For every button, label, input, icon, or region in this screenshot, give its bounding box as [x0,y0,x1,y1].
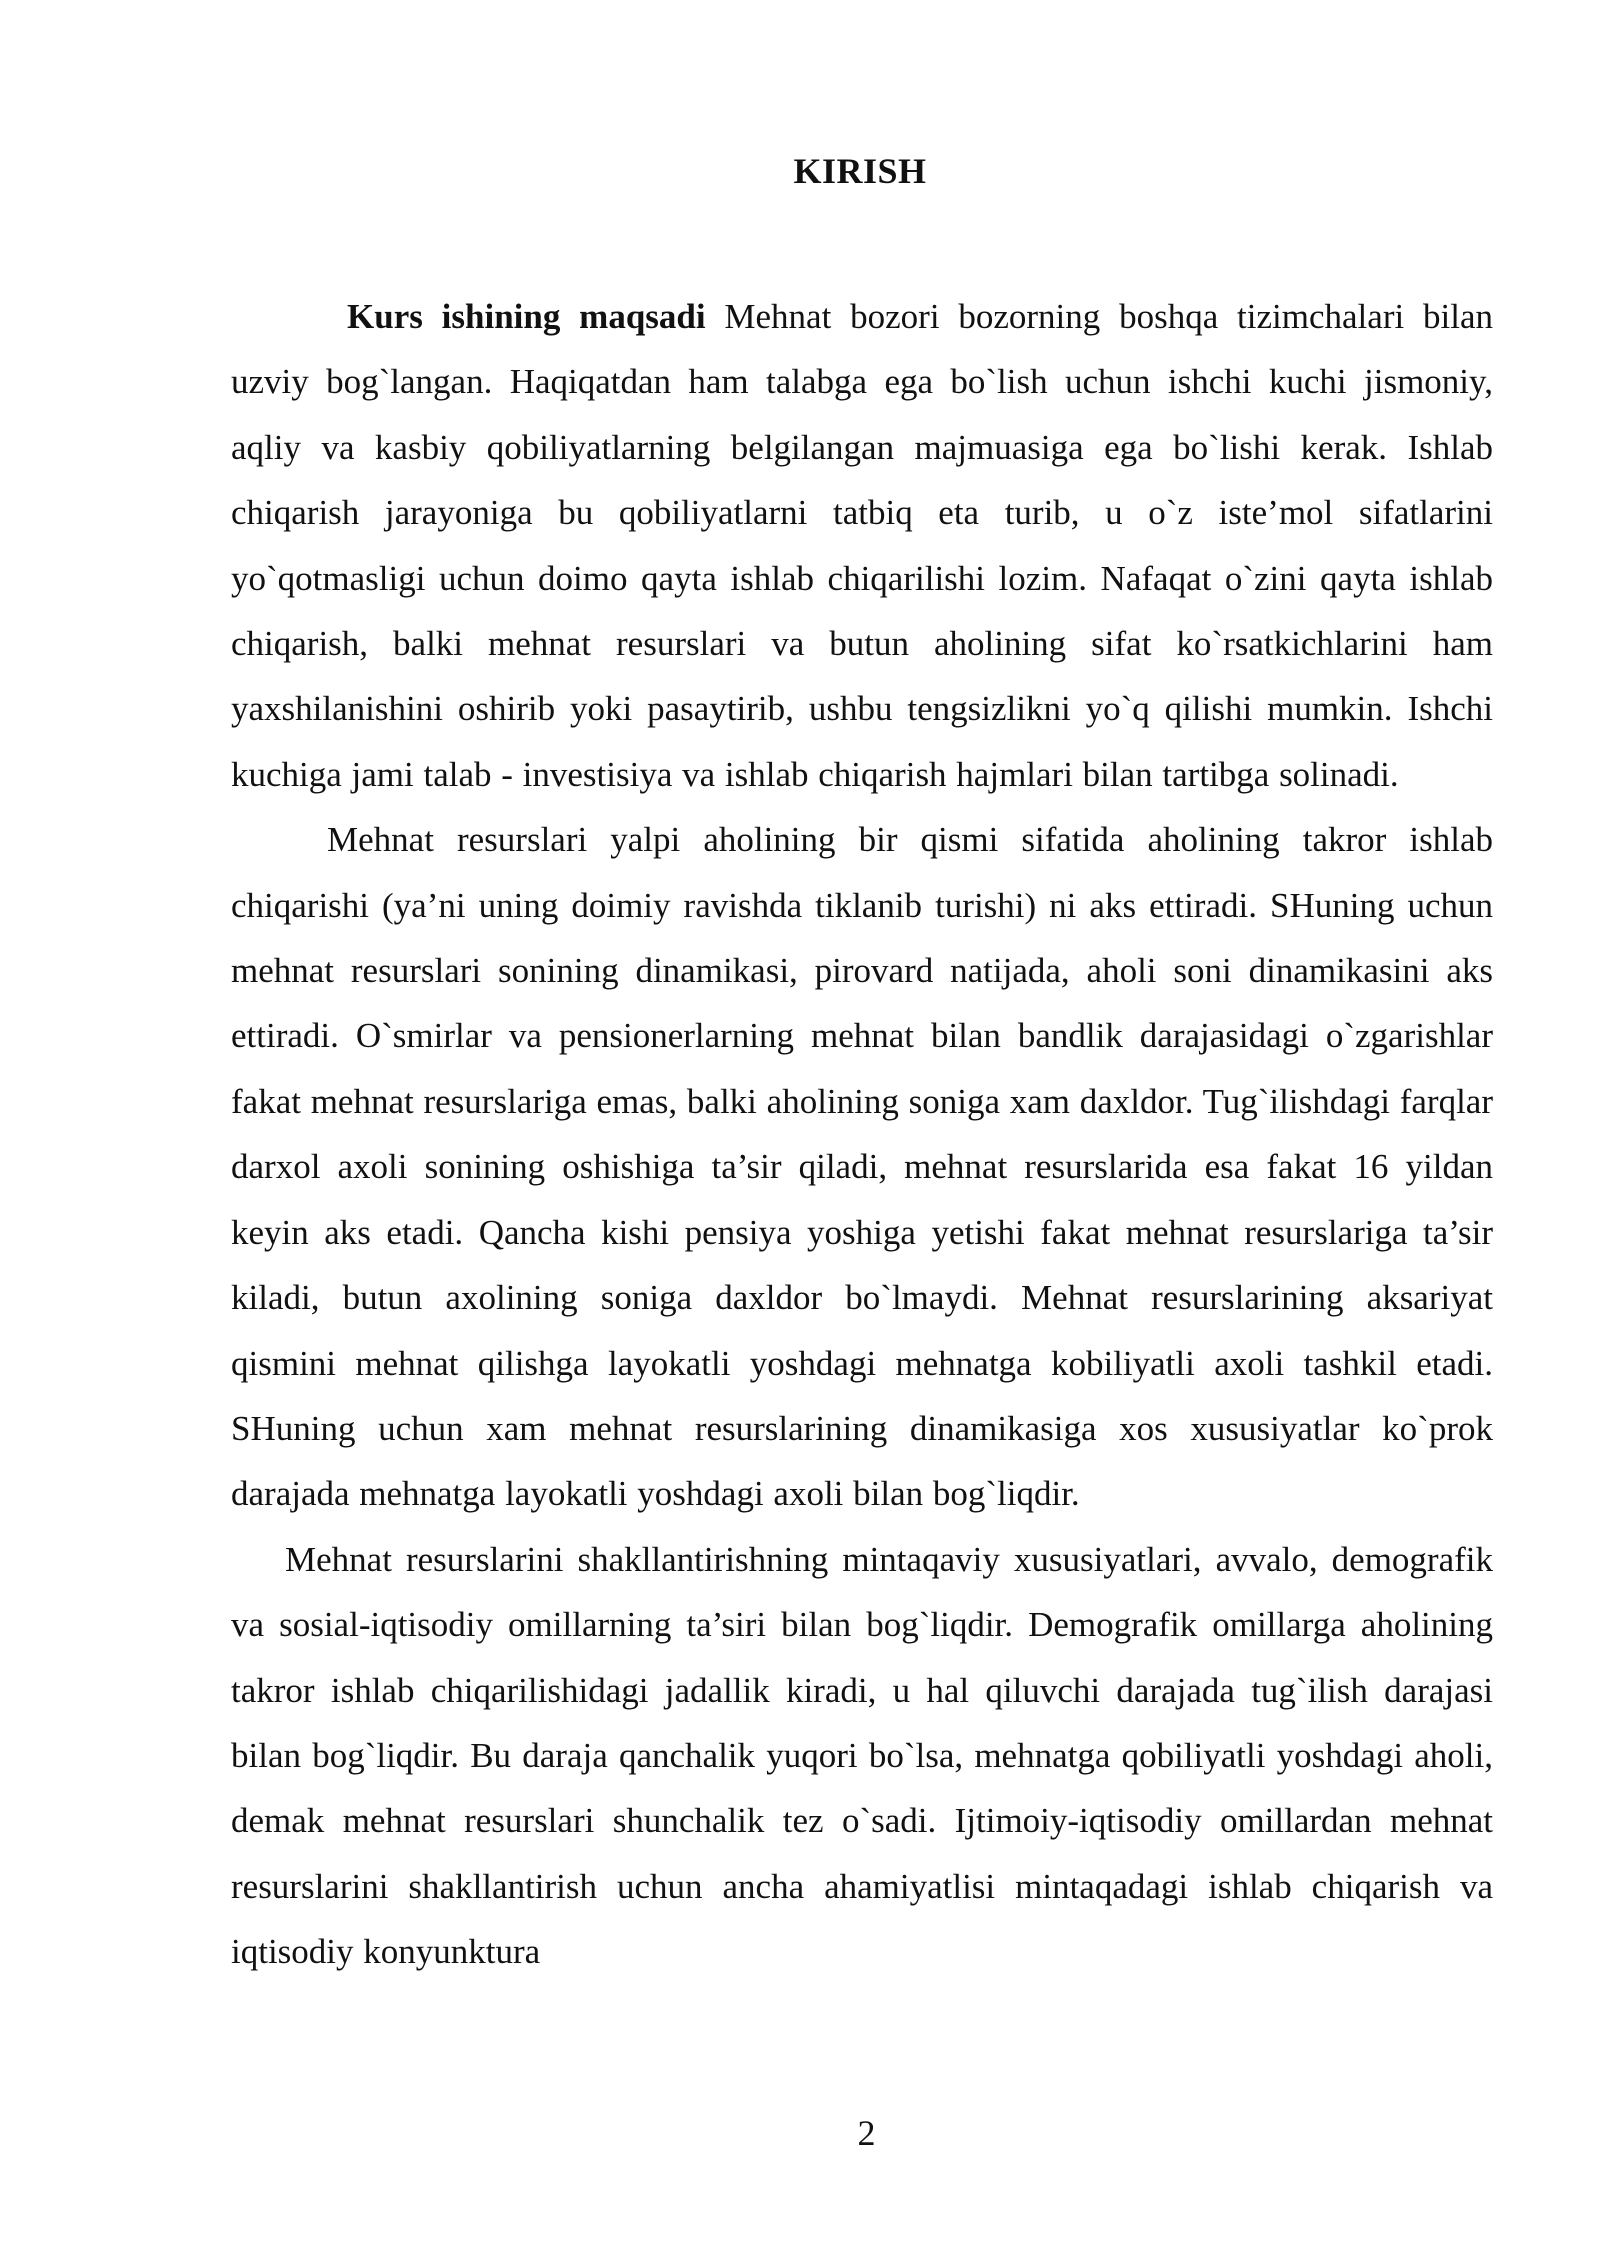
paragraph-lead: Kurs ishining maqsadi [347,297,706,336]
paragraph-text: Mehnat bozori bozorning boshqa tizimchalari bilan uzviy bog`langan. Haqiqatdan ham talabga ega bo`lish uchun ishchi kuchi jismoniy, aqliy va kasbiy qobiliyatlarning belgilangan majmuasiga ega bo`lishi kerak. Ishlab chiqarish jarayoniga bu qobiliyatlarni tatbiq eta turib, u o`z iste’mol sifatlarini yo`qotmasligi uchun doimo qayta ishlab chiqarilishi lozim. Nafaqat o`zini qayta ishlab chiqarish, balki mehnat resurslari va butun aholining sifat ko`rsatkichlarini ham yaxshilanishini oshirib yoki pasaytirib, ushbu tengsizlikni yo`q qilishi mumkin. Ishchi kuchiga jami talab - investisiya va ishlab chiqarish hajmlari bilan tartibga solinadi. [231,297,1493,794]
page-number: 2 [857,2113,876,2153]
paragraph-1 [231,284,1493,807]
paragraph-2: Mehnat resurslari yalpi aholining bir qismi sifatida aholining takror ishlab chiqarishi (ya’ni uning doimiy ravishda tiklanib turishi) ni aks ettiradi. SHuning uchun mehnat resurslari sonining dinamikasi, pirovard natijada, aholi soni dinamikasini aks ettiradi. O`smirlar va pensionerlarning mehnat bilan bandlik darajasidagi o`zgarishlar fakat mehnat resurslariga emas, balki aholining soniga xam daxldor. Tug`ilishdagi farqlar darxol axoli sonining oshishiga ta’sir qiladi, mehnat resurslarida esa fakat 16 yildan keyin aks etadi. Qancha kishi pensiya yoshiga yetishi fakat mehnat resurslariga ta’sir kiladi, butun axolining soniga daxldor bo`lmaydi. Mehnat resurslarining aksariyat qismini mehnat qilishga layokatli yoshdagi mehnatga kobiliyatli axoli tashkil etadi. SHuning uchun xam mehnat resurslarining dinamikasiga xos xususiyatlar ko`prok darajada mehnatga layokatli yoshdagi axoli bilan bog`liqdir. [231,820,1493,1514]
page-title: KIRISH [793,151,927,191]
body-text [231,284,1493,1985]
paragraph-3: Mehnat resurslarini shakllantirishning mintaqaviy xususiyatlari, avvalo, demografik va sosial-iqtisodiy omillarning ta’siri bilan bog`liqdir. Demografik omillarga aholining takror ishlab chiqarilishidagi jadallik kiradi, u hal qiluvchi darajada tug`ilish darajasi bilan bog`liqdir. Bu daraja qanchalik yuqori bo`lsa, mehnatga qobiliyatli yoshdagi aholi, demak mehnat resurslari shunchalik tez o`sadi. Ijtimoiy-iqtisodiy omillardan mehnat resurslarini shakllantirish uchun ancha ahamiyatlisi mintaqadagi ishlab chiqarish va iqtisodiy konyunktura [231,1539,1493,1972]
